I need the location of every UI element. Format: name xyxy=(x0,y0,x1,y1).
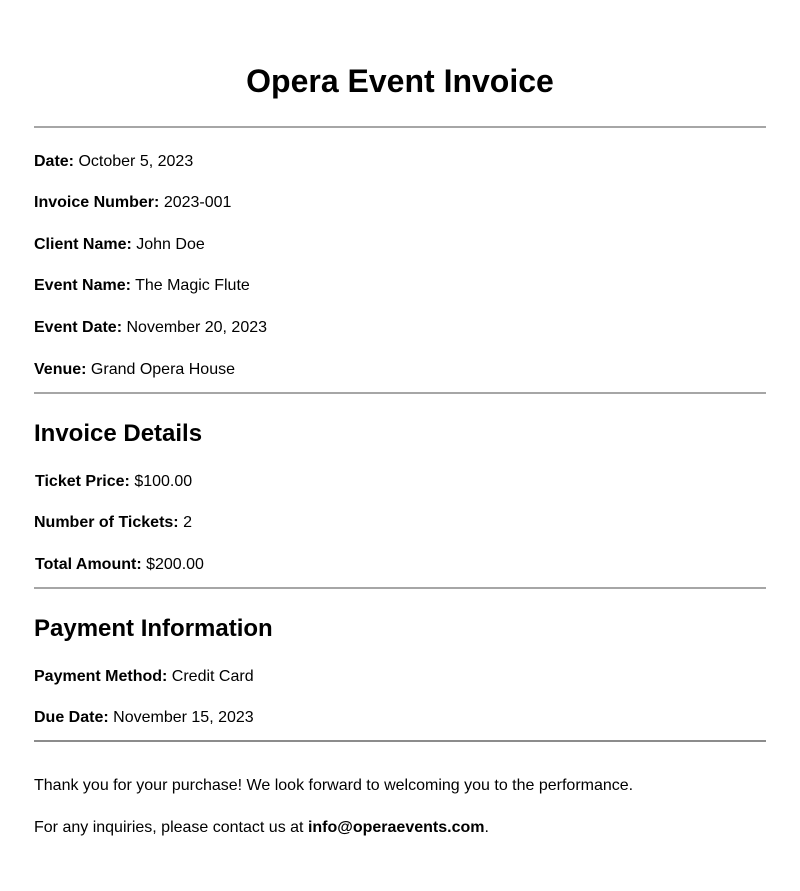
thank-you-message: Thank you for your purchase! We look forward to welcoming you to the performance. xyxy=(34,777,634,794)
contact-suffix: . xyxy=(484,819,489,836)
field-client-name xyxy=(34,235,205,255)
field-label: Client Name: xyxy=(34,236,132,253)
field-due-date xyxy=(34,708,254,728)
field-label: Number of Tickets: xyxy=(34,514,179,531)
contact-line xyxy=(34,818,489,838)
field-ticket-price xyxy=(35,472,192,492)
divider-details xyxy=(34,392,766,394)
field-value: 2023-001 xyxy=(163,194,232,211)
field-value: November 15, 2023 xyxy=(113,709,254,726)
field-payment-method xyxy=(34,667,254,687)
field-value: November 20, 2023 xyxy=(126,319,268,336)
field-event-date xyxy=(34,318,267,338)
invoice-details-heading: Invoice Details xyxy=(34,420,203,447)
field-value: $100.00 xyxy=(134,473,193,490)
field-value: $200.00 xyxy=(146,556,204,573)
field-event-name xyxy=(34,276,250,296)
field-label: Invoice Number: xyxy=(34,194,160,211)
field-value: Grand Opera House xyxy=(90,361,235,378)
field-value: The Magic Flute xyxy=(135,277,250,294)
field-label: Ticket Price: xyxy=(35,473,130,490)
field-label: Due Date: xyxy=(34,709,109,726)
field-value: John Doe xyxy=(136,236,205,253)
field-value: 2 xyxy=(183,514,192,531)
page-title: Opera Event Invoice xyxy=(246,63,554,99)
field-venue xyxy=(34,360,235,380)
contact-prefix: For any inquiries, please contact us at xyxy=(34,819,304,836)
field-invoice-number xyxy=(34,193,231,213)
field-value: Credit Card xyxy=(171,668,254,685)
field-date xyxy=(34,152,193,172)
field-label: Event Date: xyxy=(34,319,123,336)
divider-footer xyxy=(34,740,766,742)
field-label: Total Amount: xyxy=(35,556,142,573)
field-total-amount xyxy=(35,555,204,575)
field-label: Venue: xyxy=(34,361,87,378)
contact-email-link[interactable]: info@operaevents.com xyxy=(307,819,485,836)
divider-payment xyxy=(34,587,766,589)
field-label: Payment Method: xyxy=(34,668,168,685)
divider-top xyxy=(34,126,766,128)
field-label: Event Name: xyxy=(34,277,131,294)
field-number-of-tickets xyxy=(34,513,192,533)
field-label: Date: xyxy=(34,153,75,170)
payment-information-heading: Payment Information xyxy=(34,615,273,642)
field-value: October 5, 2023 xyxy=(78,153,194,170)
